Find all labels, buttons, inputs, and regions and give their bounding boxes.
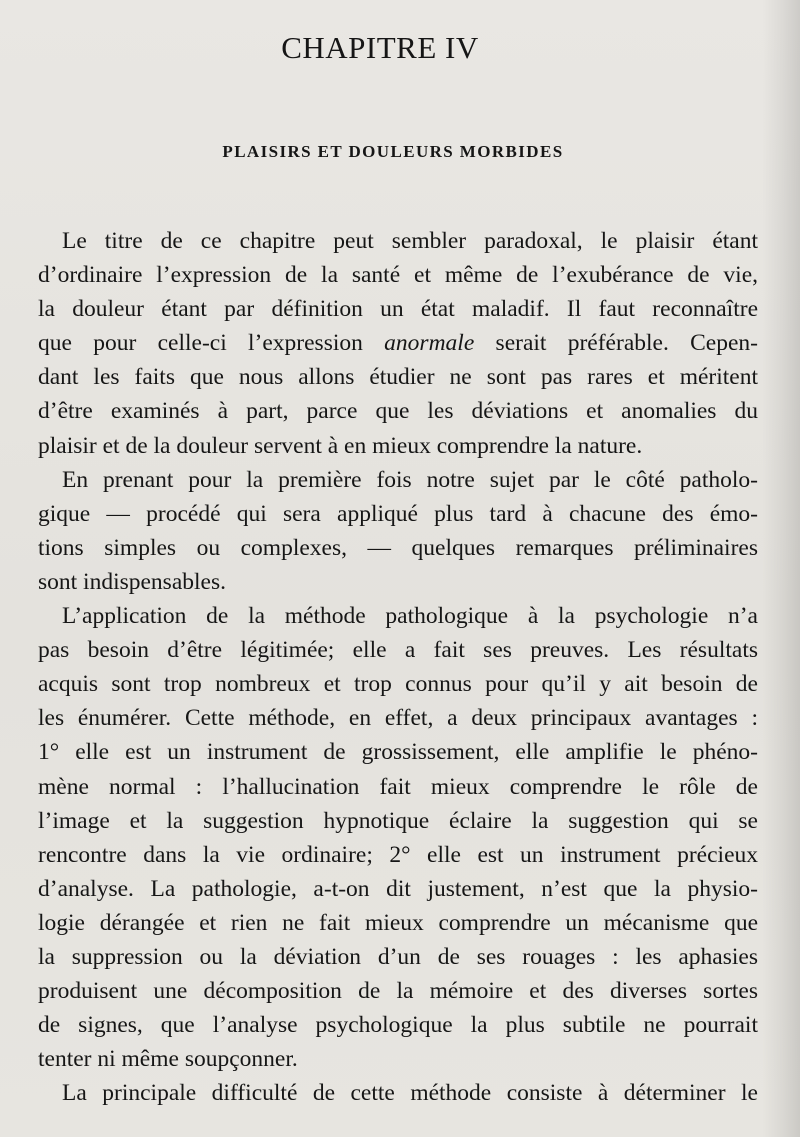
text-line: acquis sont trop nombreux et trop connus pour qu’il y ait besoin de (38, 671, 758, 698)
text-line: Le titre de ce chapitre peut sembler paradoxal, le plaisir étant (62, 228, 758, 254)
text-line: L’application de la méthode pathologique à la psychologie n’a (62, 603, 758, 630)
text-line: d’être examinés à part, parce que les déviations et anomalies du (38, 398, 758, 425)
body-text (38, 224, 758, 1110)
text-line: de signes, que l’analyse psychologique la plus subtile ne pourrait (38, 1012, 758, 1039)
text-fragment: serait préférable. Cepen- (474, 330, 758, 357)
text-line: tions simples ou complexes, — quelques remarques préliminaires (38, 534, 758, 561)
section-heading: PLAISIRS ET DOULEURS MORBIDES (222, 142, 564, 161)
text-line: produisent une décomposition de la mémoire et des diverses sortes (38, 978, 758, 1005)
text-line: sont indispensables. (38, 568, 226, 595)
text-line: dant les faits que nous allons étudier ne sont pas rares et méritent (38, 364, 758, 391)
italic-word: anormale (384, 330, 475, 357)
text-line: mène normal : l’hallucination fait mieux comprendre le rôle de (38, 773, 758, 800)
text-fragment: que pour celle-ci l’expression (38, 330, 385, 357)
text-line: d’analyse. La pathologie, a-t-on dit justement, n’est que la physio- (38, 875, 758, 902)
text-line: rencontre dans la vie ordinaire; 2° elle est un instrument précieux (38, 841, 758, 868)
text-line: tenter ni même soupçonner. (38, 1046, 298, 1073)
text-line: logie dérangée et rien ne fait mieux comprendre un mécanisme que (38, 909, 758, 936)
text-line: pas besoin d’être légitimée; elle a fait ses preuves. Les résultats (38, 637, 758, 664)
text-line: la douleur étant par définition un état maladif. Il faut reconnaître (38, 296, 758, 323)
text-line: l’image et la suggestion hypnotique éclaire la suggestion qui se (38, 807, 758, 834)
text-line: la suppression ou la déviation d’un de ses rouages : les aphasies (38, 943, 758, 970)
page-edge-shadow (762, 0, 800, 1137)
text-line: les énumérer. Cette méthode, en effet, a deux principaux avantages : (38, 705, 758, 732)
text-line: gique — procédé qui sera appliqué plus tard à chacune des émo- (38, 500, 758, 527)
text-line: d’ordinaire l’expression de la santé et même de l’exubérance de vie, (38, 262, 758, 289)
text-line: plaisir et de la douleur servent à en mieux comprendre la nature. (38, 432, 643, 459)
text-line: En prenant pour la première fois notre sujet par le côté patholo- (62, 466, 758, 493)
chapter-heading: CHAPITRE IV (281, 30, 479, 65)
text-line: La principale difficulté de cette méthode consiste à déterminer le (62, 1080, 758, 1107)
text-line-mixed (38, 326, 758, 360)
text-line: 1° elle est un instrument de grossissement, elle amplifie le phéno- (38, 739, 758, 766)
